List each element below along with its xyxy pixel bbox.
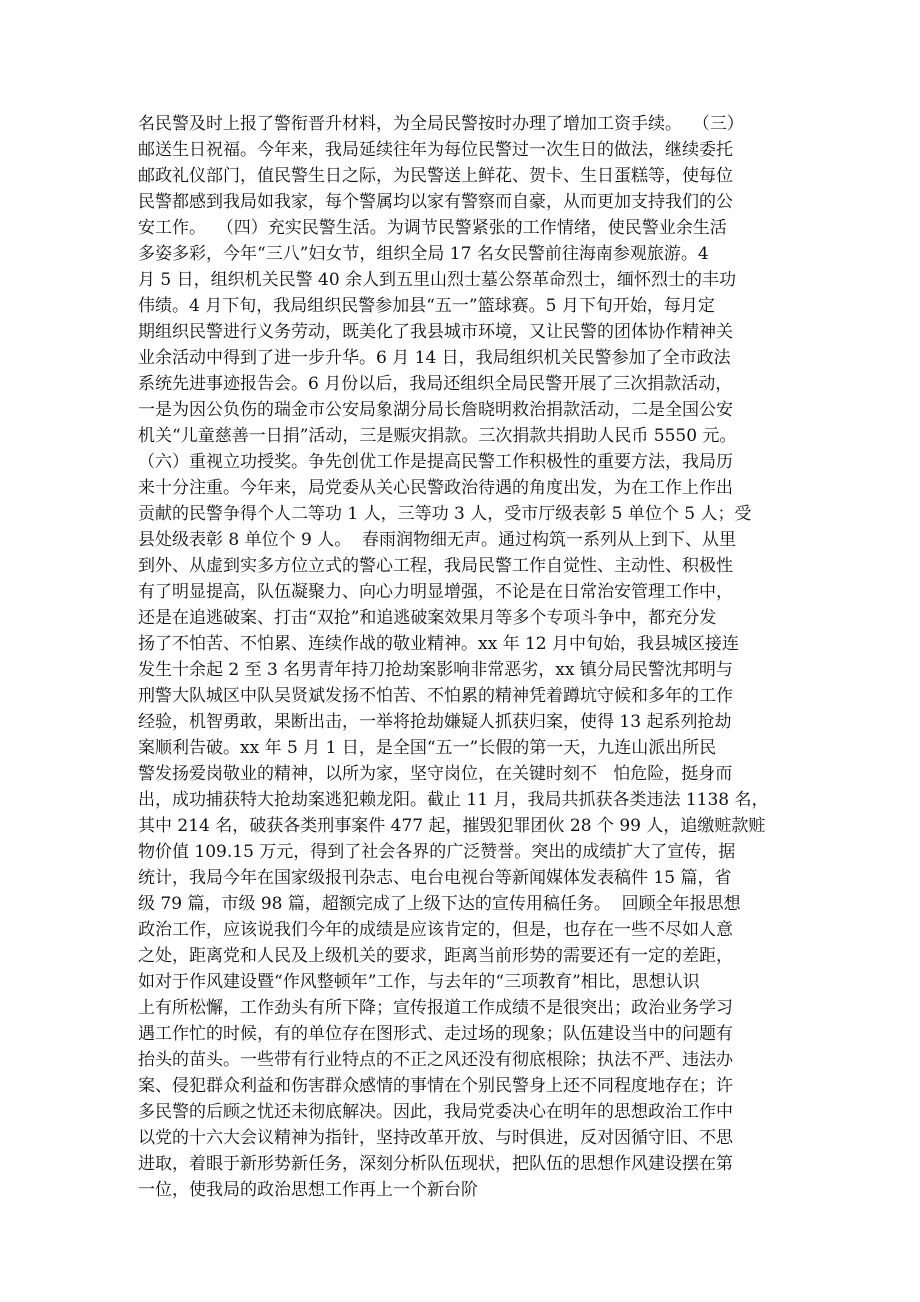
- text-line: 月 5 日，组织机关民警 40 余人到五里山烈士墓公祭革命烈士，缅怀烈士的丰功: [138, 270, 737, 290]
- text-line: 出，成功捕获特大抢劫案逃犯赖龙阳。截止 11 月，我局共抓获各类违法 1138 名，: [138, 790, 769, 810]
- text-line: 一位，使我局的政治思想工作再上一个新台阶: [138, 1180, 478, 1200]
- text-line: 进取，着眼于新形势新任务，深刻分析队伍现状，把队伍的思想作风建设摆在第: [138, 1154, 733, 1174]
- text-line: 名民警及时上报了警衔晋升材料，为全局民警按时办理了增加工资手续。 （三）: [138, 114, 744, 134]
- text-line: 政治工作，应该说我们今年的成绩是应该肯定的，但是，也存在一些不尽如人意: [138, 920, 733, 940]
- text-line: 邮送生日祝福。今年来，我局延续往年为每位民警过一次生日的做法，继续委托: [138, 140, 733, 160]
- text-line: 伟绩。4 月下旬，我局组织民警参加县“五一”篮球赛。5 月下旬开始，每月定: [138, 296, 715, 316]
- text-line: 其中 214 名，破获各类刑事案件 477 起，摧毁犯罪团伙 28 个 99 人，追缴赃款赃: [138, 816, 766, 836]
- text-line: 级 79 篇，市级 98 篇，超额完成了上级下达的宣传用稿任务。 回顾全年报思想: [138, 894, 741, 914]
- text-line: 机关“儿童慈善一日捐”活动，三是赈灾捐款。三次捐款共捐助人民币 5550 元。: [138, 426, 737, 446]
- text-line: 刑警大队城区中队吴贤斌发扬不怕苦、不怕累的精神凭着蹲坑守候和多年的工作: [138, 686, 733, 706]
- text-line: 邮政礼仪部门，值民警生日之际，为民警送上鲜花、贺卡、生日蛋糕等，使每位: [138, 166, 733, 186]
- text-line: 期组织民警进行义务劳动，既美化了我县城市环境，又让民警的团体协作精神关: [138, 322, 733, 342]
- text-line: 还是在追逃破案、打击“双抢”和追逃破案效果月等多个专项斗争中，都充分发: [138, 608, 717, 628]
- text-line: 以党的十六大会议精神为指针，坚持改革开放、与时俱进，反对因循守旧、不思: [138, 1128, 733, 1148]
- text-line: 之处，距离党和人民及上级机关的要求，距离当前形势的需要还有一定的差距，: [138, 946, 733, 966]
- text-line: 贡献的民警争得个人二等功 1 人，三等功 3 人，受市厅级表彰 5 单位个 5 人；受: [138, 504, 752, 524]
- body-text: [138, 111, 798, 1203]
- text-line: 案、侵犯群众利益和伤害群众感情的事情在个别民警身上还不同程度地存在；许: [138, 1076, 733, 1096]
- text-line: 县处级表彰 8 单位个 9 人。 春雨润物细无声。通过构筑一系列从上到下、从里: [138, 530, 737, 550]
- text-line: 一是为因公负伤的瑞金市公安局象湖分局长詹晓明救治捐款活动，二是全国公安: [138, 400, 733, 420]
- text-line: 如对于作风建设暨“作风整顿年”工作，与去年的“三项教育”相比，思想认识: [138, 972, 700, 992]
- text-line: （六）重视立功授奖。争先创优工作是提高民警工作积极性的重要方法，我局历: [138, 452, 733, 472]
- text-line: 案顺利告破。xx 年 5 月 1 日，是全国“五一”长假的第一天，九连山派出所民: [138, 738, 717, 758]
- text-line: 业余活动中得到了进一步升华。6 月 14 日，我局组织机关民警参加了全市政法: [138, 348, 731, 368]
- text-line: 警发扬爱岗敬业的精神，以所为家，坚守岗位，在关键时刻不 怕危险，挺身而: [138, 764, 733, 784]
- text-line: 上有所松懈，工作劲头有所下降；宣传报道工作成绩不是很突出；政治业务学习: [138, 998, 733, 1018]
- text-line: 到外、从虚到实多方位立式的警心工程，我局民警工作自觉性、主动性、积极性: [138, 556, 733, 576]
- text-line: 抬头的苗头。一些带有行业特点的不正之风还没有彻底根除；执法不严、违法办: [138, 1050, 733, 1070]
- text-line: 来十分注重。今年来，局党委从关心民警政治待遇的角度出发，为在工作上作出: [138, 478, 733, 498]
- text-line: 统计，我局今年在国家级报刊杂志、电台电视台等新闻媒体发表稿件 15 篇，省: [138, 868, 732, 888]
- text-line: 发生十余起 2 至 3 名男青年持刀抢劫案影响非常恶劣，xx 镇分局民警沈邦明与: [138, 660, 733, 680]
- text-line: 系统先进事迹报告会。6 月份以后，我局还组织全局民警开展了三次捐款活动，: [138, 374, 733, 394]
- text-line: 扬了不怕苦、不怕累、连续作战的敬业精神。xx 年 12 月中旬始，我县城区接连: [138, 634, 740, 654]
- text-line: 民警都感到我局如我家，每个警属均以家有警察而自豪，从而更加支持我们的公: [138, 192, 733, 212]
- text-line: 多民警的后顾之忧还未彻底解决。因此，我局党委决心在明年的思想政治工作中: [138, 1102, 733, 1122]
- text-line: 经验，机智勇敢，果断出击，一举将抢劫嫌疑人抓获归案，使得 13 起系列抢劫: [138, 712, 732, 732]
- text-line: 遇工作忙的时候，有的单位存在图形式、走过场的现象；队伍建设当中的问题有: [138, 1024, 733, 1044]
- text-line: 多姿多彩，今年“三八”妇女节，组织全局 17 名女民警前往海南参观旅游。4: [138, 244, 709, 264]
- text-line: 物价值 109.15 万元，得到了社会各界的广泛赞誉。突出的成绩扩大了宣传，据: [138, 842, 736, 862]
- text-line: 安工作。 （四）充实民警生活。为调节民警紧张的工作情绪，使民警业余生活: [138, 218, 727, 238]
- text-line: 有了明显提高，队伍凝聚力、向心力明显增强，不论是在日常治安管理工作中，: [138, 582, 733, 602]
